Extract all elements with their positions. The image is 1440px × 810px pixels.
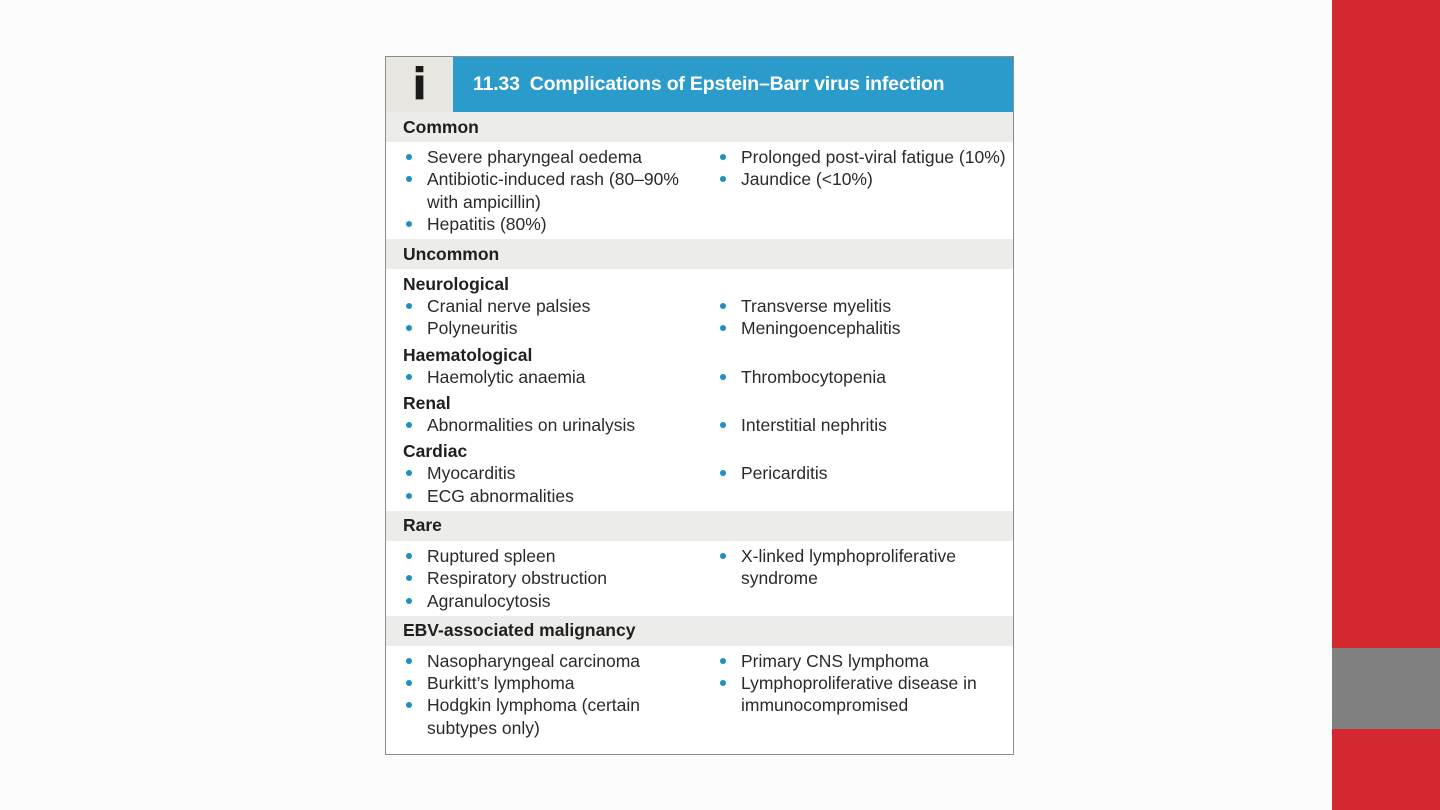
list-item: Interstitial nephritis xyxy=(717,414,1010,436)
list-item: Jaundice (<10%) xyxy=(717,168,1010,190)
list-item: Prolonged post-viral fatigue (10%) xyxy=(717,146,1010,168)
list-item: Transverse myelitis xyxy=(717,295,1010,317)
section-malignancy xyxy=(386,646,1013,743)
list-item: Severe pharyngeal oedema xyxy=(403,146,700,168)
info-box xyxy=(385,56,1014,755)
list-item: Pericarditis xyxy=(717,462,1010,484)
section-header-rare: Rare xyxy=(386,511,1013,541)
list-item: Agranulocytosis xyxy=(403,590,700,612)
section-uncommon xyxy=(386,269,1013,511)
category-title-renal: Renal xyxy=(403,393,451,414)
info-icon: i xyxy=(386,57,453,112)
category-title-haematological: Haematological xyxy=(403,344,533,365)
list-item: Meningoencephalitis xyxy=(717,317,1010,339)
list-item: X-linked lymphoproliferative syndrome xyxy=(717,545,1010,590)
box-number: 11.33 xyxy=(473,73,520,95)
category-title-cardiac: Cardiac xyxy=(403,441,468,462)
section-header-uncommon: Uncommon xyxy=(386,239,1013,269)
box-header xyxy=(386,57,1013,112)
list-item: Burkitt’s lymphoma xyxy=(403,672,700,694)
list-item: Abnormalities on urinalysis xyxy=(403,414,700,436)
list-item: Haemolytic anaemia xyxy=(403,366,700,388)
list-item: Polyneuritis xyxy=(403,317,700,339)
list-item: Antibiotic-induced rash (80–90% with ampicillin) xyxy=(403,168,700,213)
list-item: Lymphoproliferative disease in immunocompromised xyxy=(717,672,1010,717)
list-item: Respiratory obstruction xyxy=(403,567,700,589)
list-item: Thrombocytopenia xyxy=(717,366,1010,388)
box-title-text: Complications of Epstein–Barr virus infection xyxy=(529,73,945,95)
section-header-malignancy: EBV-associated malignancy xyxy=(386,616,1013,646)
list-item: Primary CNS lymphoma xyxy=(717,650,1010,672)
list-item: Hodgkin lymphoma (certain subtypes only) xyxy=(403,694,700,739)
list-item: Ruptured spleen xyxy=(403,545,700,567)
list-item: Hepatitis (80%) xyxy=(403,213,700,235)
sidebar-gray-block xyxy=(1332,648,1440,729)
category-title-neurological: Neurological xyxy=(403,274,509,295)
section-rare xyxy=(386,541,1013,616)
section-common xyxy=(386,142,1013,239)
box-title xyxy=(453,57,1013,112)
list-item: Myocarditis xyxy=(403,462,700,484)
section-header-common: Common xyxy=(386,112,1013,142)
list-item: ECG abnormalities xyxy=(403,485,700,507)
list-item: Cranial nerve palsies xyxy=(403,295,700,317)
list-item: Nasopharyngeal carcinoma xyxy=(403,650,700,672)
